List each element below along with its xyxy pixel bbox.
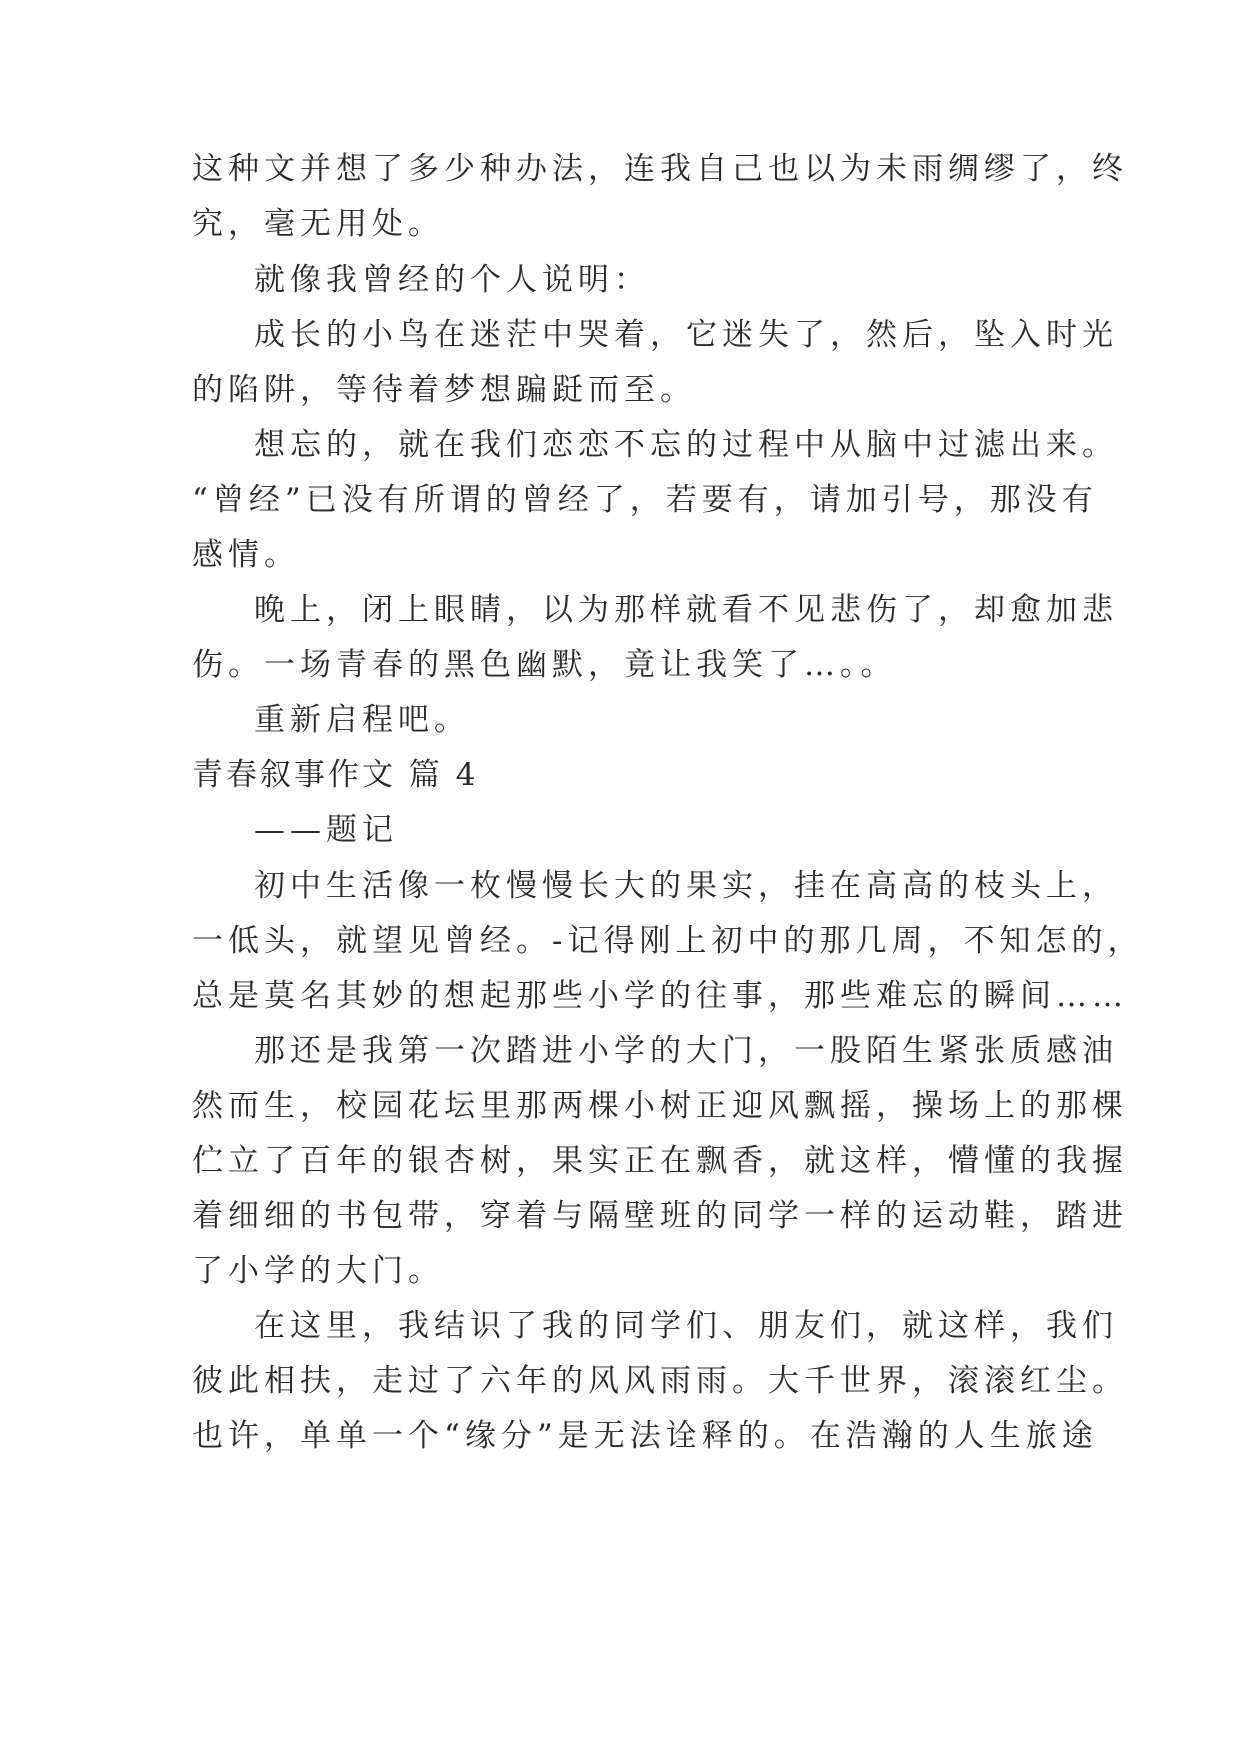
body-line: 究，毫无用处。 — [192, 206, 444, 242]
body-line: 就像我曾经的个人说明： — [254, 262, 650, 298]
body-line: 初中生活像一枚慢慢长大的果实，挂在高高的枝头上， — [254, 868, 1118, 904]
section-heading: 青春叙事作文 篇 4 — [192, 757, 479, 793]
body-line: “曾经”已没有所谓的曾经了，若要有，请加引号，那没有 — [192, 482, 1098, 518]
body-line: 在这里，我结识了我的同学们、朋友们，就这样，我们 — [254, 1308, 1118, 1344]
body-line: 彼此相扶，走过了六年的风风雨雨。大千世界，滚滚红尘。 — [192, 1363, 1128, 1399]
epigraph-line: ——题记 — [254, 812, 398, 848]
body-line: 着细细的书包带，穿着与隔壁班的同学一样的运动鞋，踏进 — [192, 1198, 1128, 1234]
body-line: 也许，单单一个“缘分”是无法诠释的。在浩瀚的人生旅途 — [192, 1418, 1098, 1454]
body-line: 晚上，闭上眼睛，以为那样就看不见悲伤了，却愈加悲 — [254, 592, 1118, 628]
body-line: 伤。一场青春的黑色幽默，竟让我笑了…。。 — [192, 647, 897, 683]
body-line: 了小学的大门。 — [192, 1253, 444, 1289]
body-line: 一低头，就望见曾经。-记得刚上初中的那几周，不知怎的， — [192, 923, 1144, 959]
body-line: 感情。 — [192, 537, 300, 573]
body-line: 重新启程吧。 — [254, 702, 470, 738]
body-line: 总是莫名其妙的想起那些小学的往事，那些难忘的瞬间…… — [192, 978, 1128, 1014]
body-line: 伫立了百年的银杏树，果实正在飘香，就这样，懵懂的我握 — [192, 1143, 1128, 1179]
body-line: 想忘的，就在我们恋恋不忘的过程中从脑中过滤出来。 — [254, 427, 1118, 463]
body-line: 成长的小鸟在迷茫中哭着，它迷失了，然后，坠入时光 — [254, 317, 1118, 353]
body-line: 那还是我第一次踏进小学的大门，一股陌生紧张质感油 — [254, 1033, 1118, 1069]
body-line: 然而生，校园花坛里那两棵小树正迎风飘摇，操场上的那棵 — [192, 1088, 1128, 1124]
body-line: 的陷阱，等待着梦想蹁跹而至。 — [192, 372, 696, 408]
body-line: 这种文并想了多少种办法，连我自己也以为未雨绸缪了，终 — [192, 151, 1128, 187]
